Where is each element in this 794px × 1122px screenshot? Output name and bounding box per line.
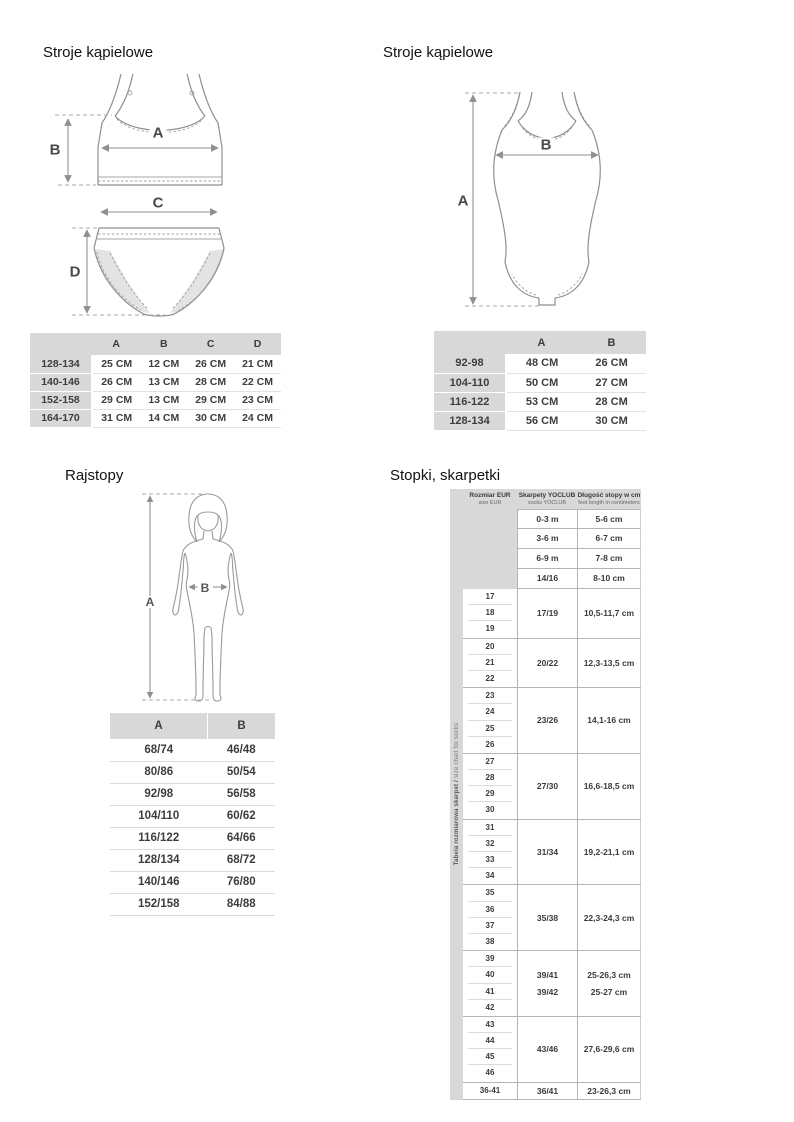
socks-header-row [463,489,641,509]
measurement-label-b: B [47,143,64,158]
foot-length-cell: 8-10 cm [577,569,641,589]
foot-length-cell: 27,6-29,6 cm [583,1044,635,1055]
socks-group [463,950,641,1016]
eur-column [463,1017,517,1082]
measurement-cell: 64/66 [208,827,276,849]
socks-side-label-en: size chart for socks [453,723,460,779]
eur-column [463,589,517,638]
eur-column [463,688,517,753]
yoclub-size-cell: 31/34 [536,846,559,857]
socks-size-table [450,489,641,1100]
measurement-arrow-b [55,115,112,185]
eur-column [463,951,517,1016]
measurement-cell: 56 CM [506,411,577,430]
eur-size-cell: 20 [463,639,517,655]
table-row [30,391,281,409]
yoclub-column [517,1083,577,1099]
yoclub-column [517,951,577,1016]
table-row [434,373,646,392]
yoclub-size-cell: 6-9 m [517,549,577,569]
header-label-en: socks YOCLUB [527,499,567,506]
eur-size-cell: 22 [485,673,495,683]
measurement-cell: 13 CM [140,391,187,409]
yoclub-size-cell: 36/41 [536,1085,559,1096]
eur-size-cell: 23 [463,688,517,704]
table-row [30,355,281,373]
length-column [577,820,641,885]
table-row [110,739,275,761]
measurement-cell: 140/146 [110,871,208,893]
eur-size-cell: 46 [485,1068,495,1078]
measurement-label-a: A [143,596,158,608]
measurement-cell: 27 CM [577,373,646,392]
yoclub-size-cell: 17/19 [536,608,559,619]
measurement-cell: 50/54 [208,761,276,783]
header-row [30,333,281,355]
measurement-cell: 53 CM [506,392,577,411]
size-range-cell: 140-146 [30,373,92,391]
table-row [110,871,275,893]
measurement-cell: 60/62 [208,805,276,827]
header-label-pl: Długość stopy w cm [577,492,641,500]
swim-bottom-diagram [60,195,300,330]
yoclub-column [517,688,577,753]
tights-figure-diagram [98,478,318,718]
eur-size-cell: 28 [463,770,517,786]
eur-column [463,639,517,688]
measurement-cell: 48 CM [506,354,577,373]
measurement-label-c: C [150,196,167,211]
measurement-cell: 76/80 [208,871,276,893]
measurement-cell: 23 CM [234,391,281,409]
corner-cell [30,333,92,355]
header-label-en: size EUR [478,499,502,506]
yoclub-size-cell: 23/26 [536,715,559,726]
foot-length-cell: 16,6-18,5 cm [583,781,635,792]
table-row [110,827,275,849]
measurement-cell: 80/86 [110,761,208,783]
measurement-cell: 92/98 [110,783,208,805]
one-piece-outline [494,92,600,305]
length-column [577,1017,641,1082]
section-title-tights: Rajstopy [65,467,124,484]
length-column [577,1083,641,1099]
measurement-cell: 116/122 [110,827,208,849]
measurement-cell: 13 CM [140,373,187,391]
measurement-cell: 46/48 [208,739,276,761]
foot-length-cell: 25-27 cm [590,986,628,997]
foot-length-cell: 7-8 cm [577,549,641,569]
eur-size-cell: 33 [463,852,517,868]
foot-length-cell: 19,2-21,1 cm [583,846,635,857]
socks-column-header [463,492,517,506]
header-row [434,331,646,354]
measurement-cell: 56/58 [208,783,276,805]
measurement-cell: 68/72 [208,849,276,871]
socks-side-label [454,723,460,866]
table-row [434,411,646,430]
size-range-cell: 92-98 [434,354,506,373]
eur-column [463,820,517,885]
length-column [577,639,641,688]
eur-size-cell: 24 [463,704,517,720]
table-row [30,409,281,427]
eur-size-cell: 29 [463,786,517,802]
female-figure-outline [173,494,244,701]
yoclub-size-cell: 20/22 [536,657,559,668]
eur-size-cell: 18 [463,605,517,621]
foot-length-cell: 22,3-24,3 cm [583,912,635,923]
eur-size-cell: 41 [463,984,517,1000]
size-range-cell: 152-158 [30,391,92,409]
column-header: A [110,713,208,739]
yoclub-size-cell: 0-3 m [517,509,577,529]
yoclub-column [517,1017,577,1082]
measurement-cell: 29 CM [92,391,140,409]
foot-length-cell: 6-7 cm [577,529,641,549]
header-label-pl: Rozmiar EUR [469,492,511,500]
column-header: B [208,713,276,739]
measurement-cell: 26 CM [92,373,140,391]
measurement-cell: 30 CM [187,409,234,427]
socks-group [463,884,641,950]
two-piece-swimsuit-size-table [30,333,281,428]
column-header: B [140,333,187,355]
measurement-label-a: A [455,194,472,209]
yoclub-size-cell: 39/41 [536,970,559,981]
yoclub-size-cell: 39/42 [536,986,559,997]
foot-length-cell: 5-6 cm [577,509,641,529]
socks-group [463,753,641,819]
socks-column-header [517,492,577,506]
table-row [434,392,646,411]
table-row [110,893,275,915]
column-header: A [506,331,577,354]
yoclub-size-cell: 35/38 [536,912,559,923]
table-row [30,373,281,391]
foot-length-cell: 12,3-13,5 cm [583,657,635,668]
length-column [577,688,641,753]
measurement-cell: 24 CM [234,409,281,427]
socks-side-label-sep: / [453,778,460,785]
foot-length-cell: 23-26,3 cm [587,1085,631,1096]
one-piece-swimsuit-size-table [434,331,646,431]
size-range-cell: 116-122 [434,392,506,411]
socks-side-label-pl: Tabela rozmiarowa skarpet [453,784,460,866]
eur-size-cell: 17 [463,589,517,605]
measurement-cell: 29 CM [187,391,234,409]
measurement-cell: 28 CM [577,392,646,411]
socks-group [463,1082,641,1100]
yoclub-column [517,589,577,638]
measurement-cell: 68/74 [110,739,208,761]
header-label-pl: Skarpety YOCLUB [518,492,576,500]
eur-column [463,1083,517,1099]
yoclub-column [517,885,577,950]
measurement-cell: 22 CM [234,373,281,391]
yoclub-size-cell: 43/46 [536,1044,559,1055]
socks-table-main [463,489,641,1100]
yoclub-size-cell: 27/30 [536,781,559,792]
eur-size-cell: 32 [463,836,517,852]
socks-group [463,589,641,638]
eur-size-cell: 19 [485,624,495,634]
measurement-cell: 12 CM [140,355,187,373]
socks-group-rows [463,589,641,1100]
section-title-swim-one-piece: Stroje kąpielowe [383,44,494,61]
length-column [577,754,641,819]
eur-size-cell: 43 [463,1017,517,1033]
eur-size-cell: 42 [485,1002,495,1012]
length-column [577,589,641,638]
swim-bottom-outline [94,228,225,316]
measurement-label-b: B [538,138,555,153]
foot-length-cell: 25-26,3 cm [587,970,631,981]
yoclub-size-cell: 3-6 m [517,529,577,549]
measurement-arrow-a [465,93,539,306]
yoclub-size-cell: 14/16 [517,569,577,589]
eur-size-cell: 25 [463,721,517,737]
eur-size-cell: 31 [463,820,517,836]
socks-group [463,687,641,753]
socks-infant-rows [463,509,641,589]
length-column [577,885,641,950]
eur-size-cell: 44 [463,1033,517,1049]
eur-size-cell: 26 [485,739,495,749]
column-header: C [187,333,234,355]
eur-size-cell: 36-41 [479,1085,501,1095]
table-row [110,805,275,827]
yoclub-column [517,639,577,688]
eur-size-cell: 38 [485,936,495,946]
infant-eur-spacer [463,509,517,589]
eur-size-cell: 40 [463,967,517,983]
section-title-swim-two-piece: Stroje kąpielowe [43,44,154,61]
column-header: A [92,333,140,355]
measurement-cell: 128/134 [110,849,208,871]
measurement-cell: 26 CM [577,354,646,373]
eur-size-cell: 30 [485,805,495,815]
eur-size-cell: 36 [463,902,517,918]
size-range-cell: 164-170 [30,409,92,427]
foot-length-cell: 10,5-11,7 cm [583,608,635,619]
table-row [110,783,275,805]
size-range-cell: 128-134 [30,355,92,373]
header-label-en: feet length in centimeters [578,499,640,506]
eur-size-cell: 45 [463,1049,517,1065]
one-piece-swimsuit-diagram [440,50,680,316]
measurement-label-d: D [67,265,84,280]
column-header: D [234,333,281,355]
socks-group [463,819,641,885]
eur-column [463,754,517,819]
length-column [577,951,641,1016]
eur-size-cell: 21 [463,655,517,671]
measurement-cell: 25 CM [92,355,140,373]
yoclub-column [517,820,577,885]
yoclub-column [517,754,577,819]
table-row [110,849,275,871]
eur-column [463,885,517,950]
socks-side-strip [450,489,463,1100]
socks-group [463,638,641,688]
measurement-cell: 104/110 [110,805,208,827]
section-title-socks: Stopki, skarpetki [390,467,501,484]
measurement-cell: 31 CM [92,409,140,427]
eur-size-cell: 34 [485,871,495,881]
eur-size-cell: 35 [463,885,517,901]
eur-size-cell: 39 [463,951,517,967]
measurement-cell: 26 CM [187,355,234,373]
eur-size-cell: 37 [463,918,517,934]
size-range-cell: 128-134 [434,411,506,430]
measurement-label-b: B [198,582,213,594]
foot-length-cell: 14,1-16 cm [587,715,631,726]
measurement-cell: 21 CM [234,355,281,373]
measurement-cell: 14 CM [140,409,187,427]
table-row [110,761,275,783]
measurement-cell: 28 CM [187,373,234,391]
measurement-cell: 84/88 [208,893,276,915]
corner-cell [434,331,506,354]
measurement-cell: 30 CM [577,411,646,430]
eur-size-cell: 27 [463,754,517,770]
column-header: B [577,331,646,354]
header-row [110,713,275,739]
size-range-cell: 104-110 [434,373,506,392]
measurement-cell: 152/158 [110,893,208,915]
socks-group [463,1016,641,1082]
measurement-cell: 50 CM [506,373,577,392]
tights-size-table [110,713,275,916]
socks-column-header [577,492,641,506]
table-row [434,354,646,373]
measurement-label-a: A [150,126,167,141]
